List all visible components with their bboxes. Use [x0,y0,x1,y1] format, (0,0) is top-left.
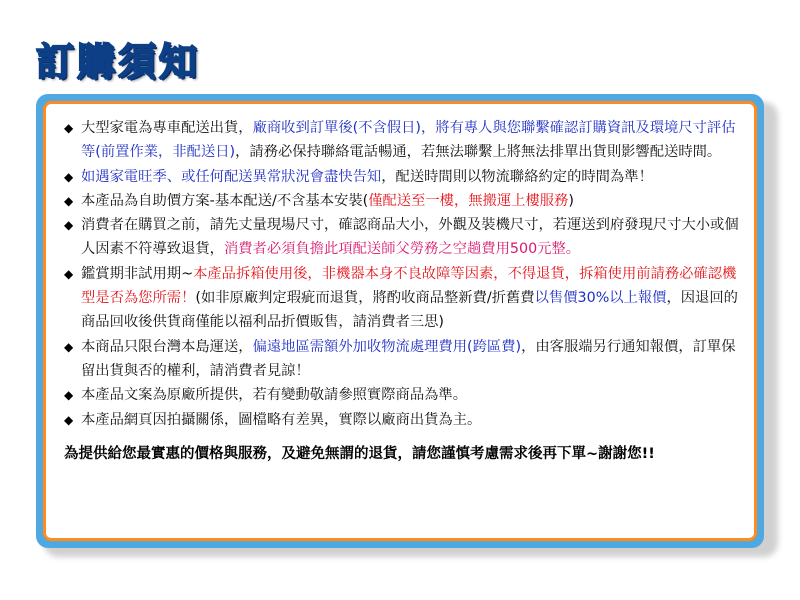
notice-item [64,116,740,165]
footer-note: 為提供給您最實惠的價格與服務，及避免無謂的退貨，請您謹慎考慮需求後再下單~謝謝您!! [64,445,655,462]
notice-text-segment: 消費者必須負擔此項配送師父勞務之空趟費用500元整。 [223,241,581,258]
notice-text-segment: 鑑賞期非試用期~ [81,265,194,282]
notice-item [64,262,740,335]
notice-item [64,213,740,262]
notice-text-segment: 如遇家電旺季、或任何配送異常狀況會盡快告知 [81,168,382,185]
notice-text-segment: 本產品網頁因拍攝關係，圖檔略有差異，實際以廠商出貨為主。 [81,411,482,428]
diamond-bullet-icon: ◆ [64,193,74,208]
notice-text-segment: ，因退回的商品回收後供貨商僅能以福利品折價販售，請消費者三思) [81,290,738,331]
notice-item [64,165,740,189]
diamond-bullet-icon: ◆ [64,169,74,184]
notice-item [64,335,740,384]
notice-item [64,383,740,407]
notice-text-segment: 偏遠地區需額外加收物流處理費用(跨區費) [252,338,522,355]
diamond-bullet-icon: ◆ [64,388,74,403]
notice-text-segment: 廠商收到訂單後(不含假日)，將有專人與您聯繫確認訂購資訊及環境尺寸評估等(前置作業，非配送日) [81,120,736,161]
notice-text-segment: 消費者在購買之前，請先丈量現場尺寸，確認商品大小，外觀及裝機尺寸，若運送到府發現尺寸大小或個人因素不符導致退貨， [81,217,739,258]
diamond-bullet-icon: ◆ [64,412,74,427]
notice-text-segment: 本商品只限台灣本島運送， [81,338,253,355]
notice-text-segment: 本產品拆箱使用後，非機器本身不良故障等因素，不得退貨，拆箱使用前請務必確認機型是否為您所需！ [81,265,737,307]
diamond-bullet-icon: ◆ [64,266,74,281]
notice-text-segment: ) [568,192,574,209]
notice-text-segment: 僅配送至一樓，無搬運上樓服務 [368,192,569,209]
notice-text-segment: 大型家電為專車配送出貨， [81,120,253,136]
notice-text-segment: ，配送時間則以物流聯絡約定的時間為準！ [381,168,653,185]
notice-text-segment: 以售價30%以上報價 [534,290,667,307]
notice-text-segment: ，請務必保持聯絡電話暢通，若無法聯繫上將無法排單出貨則影響配送時間。 [235,144,722,161]
notice-text-segment: 本產品文案為原廠所提供，若有變動敬請參照實際商品為準。 [81,387,468,404]
notice-text-segment: ，由客服端另行通知報價，訂單保留出貨與否的權利，請消費者見諒！ [81,338,736,379]
notice-list [64,116,740,432]
notice-item [64,408,740,432]
diamond-bullet-icon: ◆ [64,121,74,135]
page-title: 訂購須知 [36,40,201,84]
diamond-bullet-icon: ◆ [64,218,74,233]
notice-card-inner [43,101,757,541]
notice-card [36,94,764,548]
diamond-bullet-icon: ◆ [64,339,74,354]
notice-text-segment: 本產品為自助價方案-基本配送/不含基本安裝( [81,192,369,209]
notice-text-segment: (如非原廠判定瑕疵而退貨，將酌收商品整新費/折舊費 [195,290,535,307]
notice-item [64,189,740,213]
